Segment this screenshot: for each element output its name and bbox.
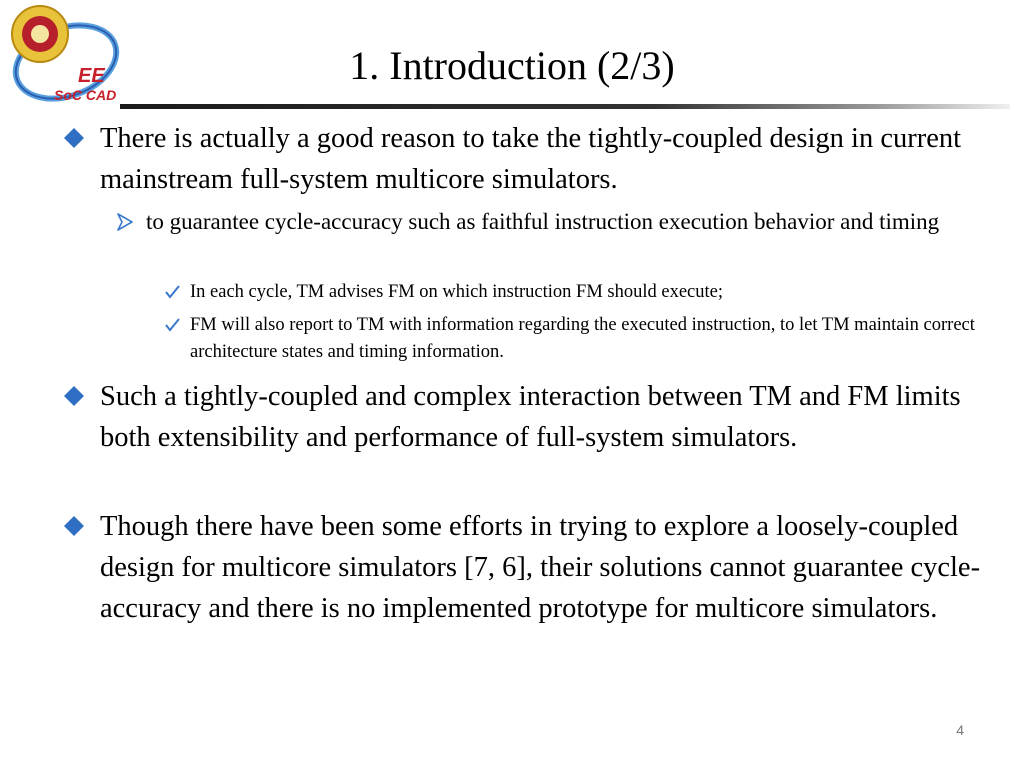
sub-bullet-item-1 [146, 204, 966, 239]
sub-bullet-text: to guarantee cycle-accuracy such as faithful instruction execution behavior and timing [146, 209, 940, 234]
slide-title: 1. Introduction (2/3) [349, 43, 675, 88]
arrow-bullet-icon [116, 213, 134, 231]
detail-bullet-text: FM will also report to TM with information regarding the executed instruction, to let TM maintain correct architecture states and timing information. [190, 315, 975, 362]
bullet-text: There is actually a good reason to take the tightly-coupled design in current mainstream full-system multicore simulators. [100, 123, 962, 195]
detail-bullet-item-2 [190, 312, 980, 366]
detail-bullet-text: In each cycle, TM advises FM on which instruction FM should execute; [190, 282, 723, 302]
checkmark-bullet-icon [164, 285, 180, 299]
diamond-bullet-icon [64, 386, 84, 406]
page-number: 4 [956, 722, 964, 738]
bullet-text: Though there have been some efforts in trying to explore a loosely-coupled design for multicore simulators [7, 6], their solutions cannot guarantee cycle-accuracy and there is no implemented prototype for multicore simulators. [100, 511, 981, 624]
detail-bullet-item-1 [190, 279, 980, 306]
bullet-text: Such a tightly-coupled and complex interaction between TM and FM limits both extensibility and performance of full-system simulators. [100, 381, 961, 453]
logo-soc-cad-text: SoC CAD [54, 87, 117, 103]
bullet-item-2 [100, 376, 990, 458]
bullet-item-1 [100, 118, 990, 200]
bullet-item-3 [100, 506, 990, 629]
diamond-bullet-icon [64, 128, 84, 148]
diamond-bullet-icon [64, 516, 84, 536]
logo-ee-text: EE [78, 65, 105, 87]
checkmark-bullet-icon [164, 318, 180, 332]
